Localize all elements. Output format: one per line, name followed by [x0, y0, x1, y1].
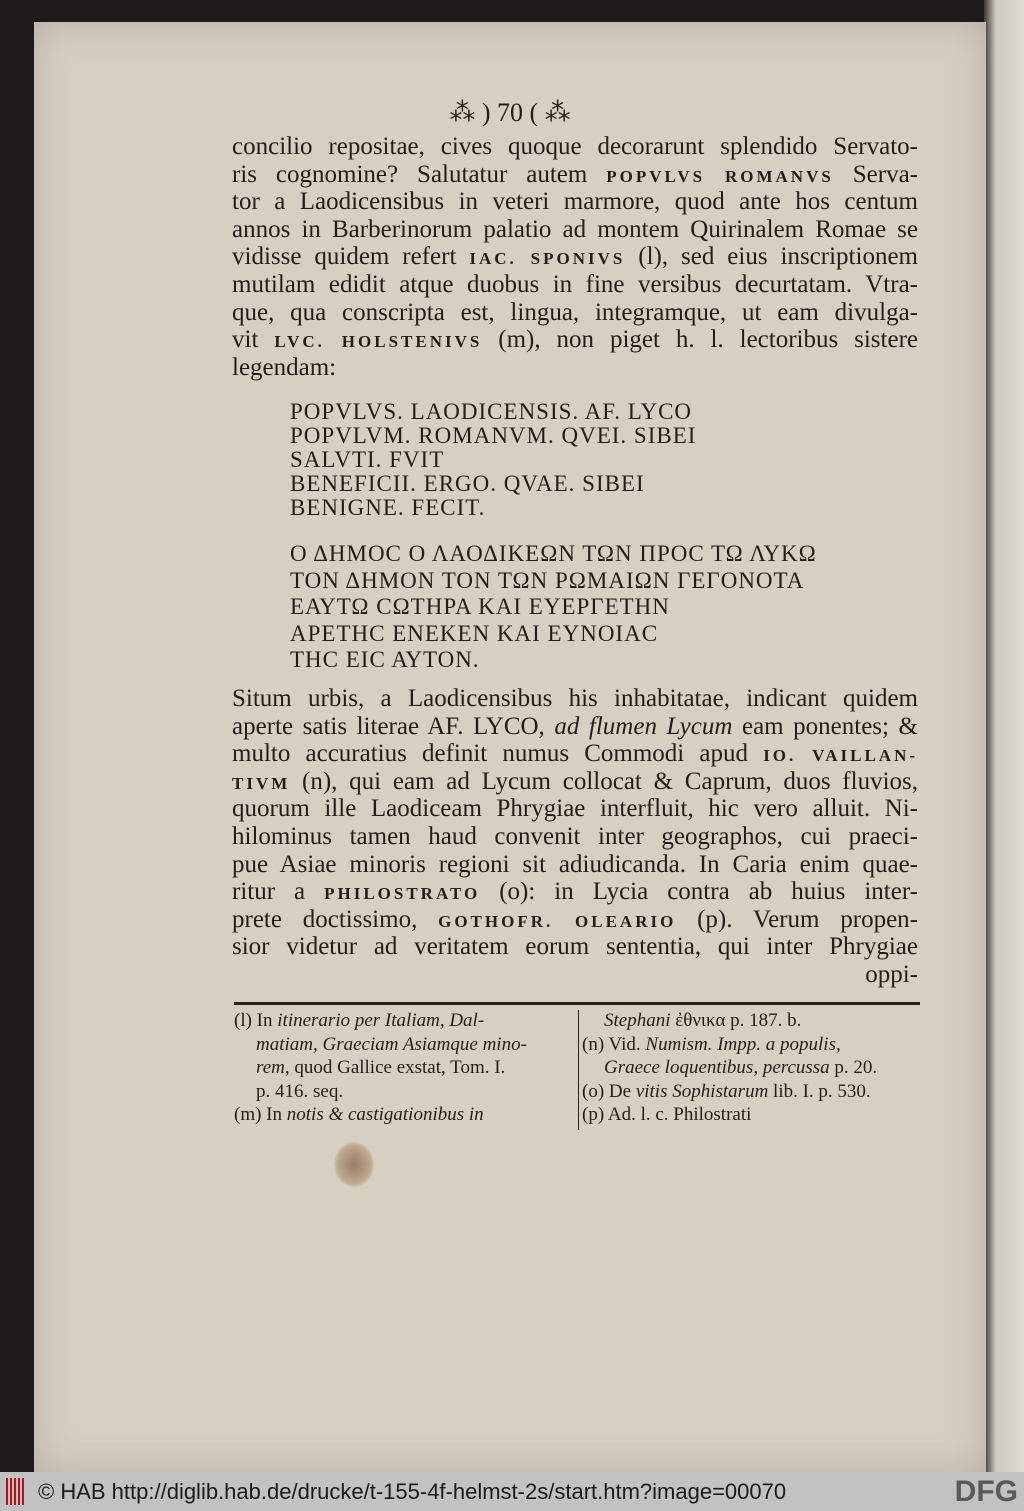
inscription-line: POPVLVM. ROMANVM. QVEI. SIBEI: [290, 423, 697, 448]
text-segment: LVC. HOLSTENIVS: [274, 332, 483, 352]
text-segment: POPVLVS ROMANVS: [606, 166, 834, 186]
text-line: [232, 686, 918, 712]
inscription-line: ΑΡΕΤΗϹ ΕΝΕΚΕΝ ΚΑΙ ΕΥΝΟΙΑϹ: [290, 620, 659, 646]
footnote-line: [234, 1010, 484, 1032]
footnote-line: [582, 1010, 801, 1032]
inscription-line: BENIGNE. FECIT.: [290, 495, 486, 520]
text-segment: mutilam edidit atque duobus in fine versibus decurtatam. Vtra-: [232, 271, 918, 298]
text-line: [232, 934, 918, 960]
text-line: [232, 824, 918, 850]
text-segment: oppi-: [865, 961, 918, 988]
text-segment: vit: [232, 326, 275, 354]
text-segment: hilominus tamen haud convenit inter geographos, cui praeci-: [232, 823, 918, 850]
text-segment: ἐθνικα p. 187. b.: [670, 1010, 802, 1031]
text-segment: , quod Gallice exstat, Tom. I.: [284, 1057, 506, 1078]
footer-bar: [0, 1472, 1024, 1511]
text-line: [232, 741, 918, 767]
text-segment: rem: [256, 1057, 285, 1078]
text-segment: (n) Vid.: [582, 1033, 646, 1055]
text-segment: vitis Sophistarum: [635, 1080, 769, 1102]
text-line: [232, 879, 918, 905]
text-segment: prete doctissimo,: [232, 905, 439, 933]
inscription-line: BENEFICII. ERGO. QVAE. SIBEI: [290, 471, 645, 496]
text-segment: IAC. SPONIVS: [469, 249, 626, 269]
text-segment: ris cognomine? Salutatur autem: [232, 160, 607, 188]
text-line: [232, 134, 918, 160]
text-segment: p. 416. seq.: [256, 1080, 344, 1102]
footnote-line: [234, 1081, 343, 1103]
text-segment: (o): in Lycia contra ab huius inter-: [480, 878, 918, 906]
text-line: [232, 907, 918, 933]
text-line: [232, 300, 918, 326]
text-segment: que, qua conscripta est, lingua, integramque, ut eam divulga-: [232, 298, 918, 326]
text-segment: multo accuratius definit numus Commodi apud: [232, 740, 764, 768]
text-line: [232, 355, 918, 381]
text-segment: pue Asiae minoris regioni sit adiudicanda. In Caria enim quae-: [232, 850, 918, 878]
text-line: [232, 244, 918, 270]
text-segment: Stephani: [604, 1010, 671, 1031]
text-segment: lib. I. p. 530.: [768, 1080, 871, 1102]
text-segment: (o) De: [582, 1080, 636, 1102]
inscription-line: ΤΟΝ ΔΗΜΟΝ ΤΟΝ ΤΩΝ ΡΩΜΑΙΩΝ ΓΕΓΟΝΟΤΑ: [290, 567, 805, 593]
paper-stain: [334, 1142, 374, 1187]
footnote-line: [582, 1081, 871, 1103]
text-segment: concilio repositae, cives quoque decorarunt splendido Servato-: [232, 133, 918, 160]
footnote-line: [582, 1034, 841, 1056]
text-segment: eam ponentes; &: [732, 712, 918, 740]
text-segment: Situm urbis, a Laodicensibus his inhabitatae, indicant quidem: [232, 685, 918, 712]
footnote-column-divider: [578, 1010, 579, 1130]
text-line: [232, 962, 918, 988]
text-line: [232, 852, 918, 878]
text-segment: notis & castigationibus in: [286, 1104, 484, 1125]
footnote-line: [234, 1057, 505, 1079]
text-segment: Graece loquentibus, percussa: [604, 1057, 830, 1078]
text-segment: ritur a: [232, 878, 325, 906]
adjacent-page-edge: [984, 0, 1024, 1472]
text-line: [232, 327, 918, 353]
inscription-line: SALVTI. FVIT: [290, 447, 445, 472]
text-segment: TIVM: [232, 773, 291, 793]
text-segment: IO. VAILLAN-: [763, 746, 919, 766]
text-segment: GOTHOFR. OLEARIO: [438, 911, 677, 931]
text-segment: tor a Laodicensibus in veteri marmore, quod ante hos centum: [232, 188, 918, 216]
text-line: [232, 217, 918, 243]
text-segment: aperte satis literae AF. LYCO,: [232, 712, 555, 740]
hab-logo-icon: [6, 1478, 24, 1505]
text-segment: (m), non piget h. l. lectoribus sistere: [482, 326, 918, 354]
text-line: [232, 796, 918, 822]
text-line: [232, 162, 918, 188]
inscription-line: ΕΑΥΤΩ ϹΩΤΗΡΑ ΚΑΙ ΕΥΕΡΓΕΤΗΝ: [290, 594, 670, 619]
text-segment: (n), qui eam ad Lycum collocat & Caprum, duos fluvios,: [290, 767, 918, 795]
text-segment: quorum ille Laodiceam Phrygiae interfluit, hic vero alluit. Ni-: [232, 795, 918, 823]
footnote-line: [582, 1057, 877, 1079]
footnote-rule: [234, 1002, 920, 1005]
text-segment: matiam, Graeciam Asiamque mino-: [256, 1033, 527, 1055]
text-segment: vidisse quidem refert: [232, 243, 470, 271]
text-segment: itinerario per Italiam, Dal-: [277, 1010, 485, 1031]
text-segment: (l) In: [234, 1010, 278, 1031]
scanned-page: [34, 22, 986, 1472]
text-segment: legendam:: [232, 353, 337, 381]
text-segment: ad flumen Lycum: [554, 712, 733, 740]
footnote-line: [234, 1034, 527, 1056]
footnote-line: [234, 1104, 484, 1126]
inscription-line: ΤΗϹ ΕΙϹ ΑΥΤΟΝ.: [290, 647, 480, 672]
page-header: ⁂ ) 70 ( ⁂: [449, 98, 571, 127]
text-segment: sior videtur ad veritatem eorum sententia, qui inter Phrygiae: [232, 933, 918, 961]
dfg-logo: DFG: [954, 1475, 1018, 1508]
text-line: [232, 189, 918, 215]
footer-url[interactable]: © HAB http://diglib.hab.de/drucke/t-155-4f-helmst-2s/start.htm?image=00070: [38, 1479, 787, 1504]
text-line: [232, 769, 918, 795]
text-segment: annos in Barberinorum palatio ad montem Quirinalem Romae se: [232, 215, 918, 243]
inscription-line: Ο ΔΗΜΟϹ Ο ΛΑΟΔΙΚΕΩΝ ΤΩΝ ΠΡΟϹ ΤΩ ΛΥΚΩ: [290, 541, 817, 566]
text-segment: (p) Ad. l. c. Philostrati: [582, 1104, 752, 1125]
text-segment: Numism. Impp. a populis,: [645, 1033, 841, 1055]
text-segment: PHILOSTRATO: [324, 884, 481, 904]
text-segment: (p). Verum propen-: [676, 905, 918, 933]
text-segment: (m) In: [234, 1104, 287, 1125]
inscription-line: POPVLVS. LAODICENSIS. AF. LYCO: [290, 399, 693, 424]
footnote-line: [582, 1104, 751, 1126]
text-segment: (l), sed eius inscriptionem: [625, 243, 918, 271]
text-segment: Serva-: [833, 160, 918, 188]
text-line: [232, 714, 918, 740]
text-segment: p. 20.: [829, 1057, 878, 1078]
text-line: [232, 272, 918, 298]
